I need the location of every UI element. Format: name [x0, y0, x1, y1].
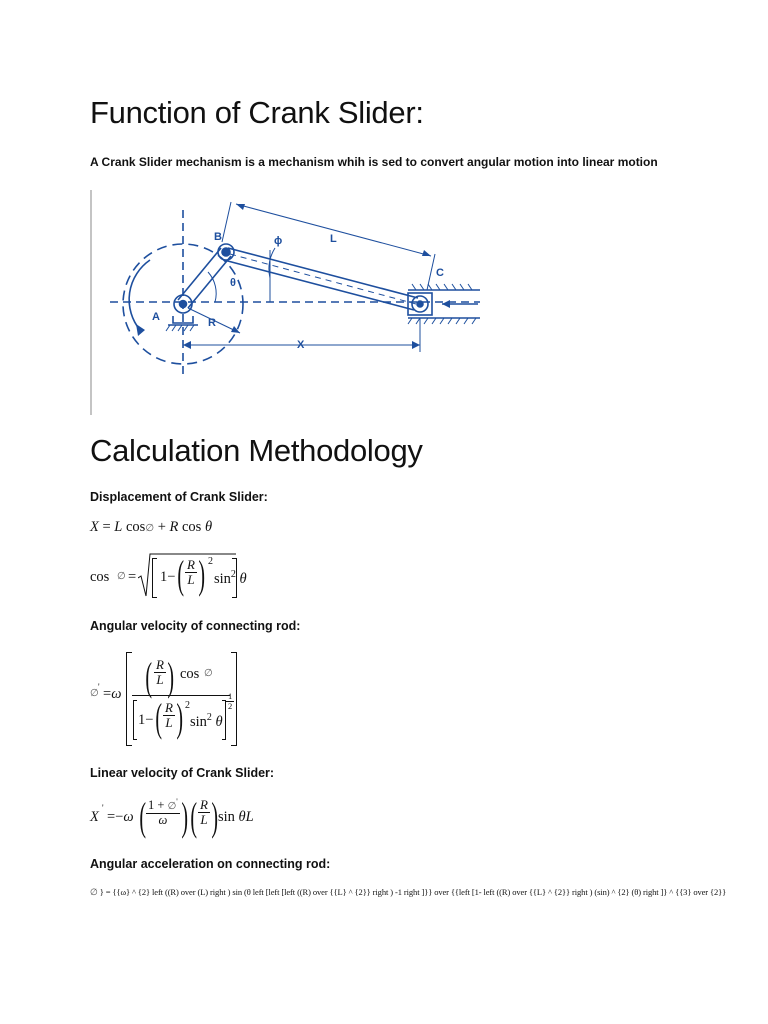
phi-symbol-icon: ∅	[90, 888, 98, 898]
label-A: A	[152, 311, 160, 323]
mechanism-description: A Crank Slider mechanism is a mechanism whih is sed to convert angular motion into linear motion	[90, 155, 658, 169]
angular-velocity-label: Angular velocity of connecting rod:	[90, 619, 301, 633]
linear-velocity-label: Linear velocity of Crank Slider:	[90, 766, 275, 780]
label-phi: ϕ	[274, 235, 283, 247]
section-title-calculation: Calculation Methodology	[90, 433, 423, 468]
crank-slider-figure	[90, 190, 490, 415]
equation-raw-text: } = {{ω} ^ {2} left ((R) over (L) right ) sin (θ left [left [left ((R) over {{L} ^ {2}} right ) -1 right ]}} over {{left [1- left ((R) over {{L} ^ {2}} right ) (sin) ^ {2} (θ) right ]} ^ {{3} over {2}}	[99, 887, 727, 897]
equation-angular-velocity: ∅ ' =ω ( $\frac{R}{L}$ ) cos ∅ 1− ( $\frac{R}{L}$ ) 2 $\sin^2 \theta$ $\frac{1}{2}$	[90, 650, 250, 750]
equation-linear-velocity: X ' =−ω ( $\frac{1 + \emptyset'}{\omega}$ ) ( $\frac{R}{L}$ ) sin θL	[90, 794, 254, 839]
label-X: X	[297, 339, 305, 351]
label-C: C	[436, 267, 444, 279]
label-R: R	[208, 317, 216, 329]
equation-displacement: X = L cos∅ + R cos θ	[90, 519, 213, 535]
angular-acceleration-label: Angular acceleration on connecting rod:	[90, 857, 331, 871]
displacement-label: Displacement of Crank Slider:	[90, 490, 268, 504]
section-title-function: Function of Crank Slider:	[90, 95, 424, 130]
label-B: B	[214, 231, 222, 243]
label-theta: θ	[230, 277, 236, 289]
label-L: L	[330, 233, 337, 245]
crank-slider-diagram	[90, 190, 490, 415]
equation-angular-acceleration-raw	[90, 887, 768, 898]
